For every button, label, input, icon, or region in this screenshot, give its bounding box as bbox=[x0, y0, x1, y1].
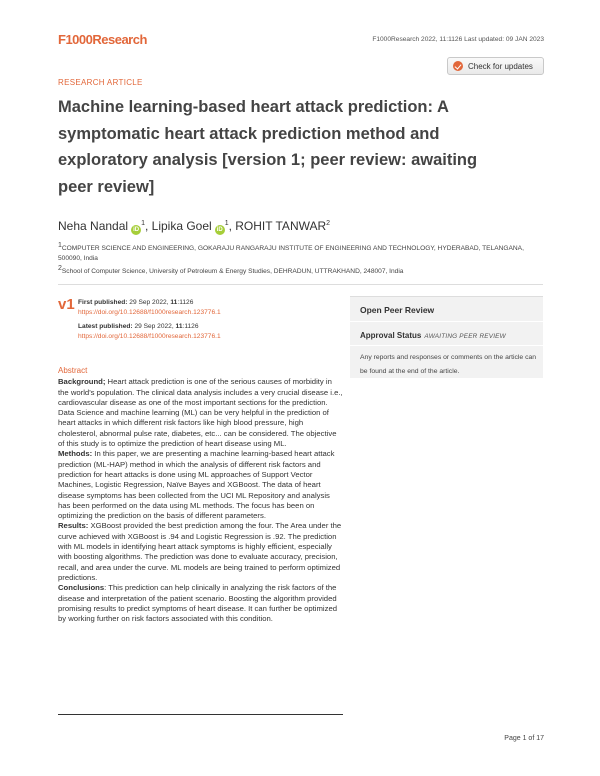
doi-link[interactable]: https://doi.org/10.12688/f1000research.123776.1 bbox=[78, 332, 221, 340]
first-published: First published: 29 Sep 2022, 11:1126 https://doi.org/10.12688/f1000research.123776.1 bbox=[78, 299, 221, 316]
article-type: RESEARCH ARTICLE bbox=[58, 78, 143, 87]
latest-published: Latest published: 29 Sep 2022, 11:1126 https://doi.org/10.12688/f1000research.123776.1 bbox=[78, 323, 221, 340]
journal-logo: F1000Research bbox=[58, 32, 147, 47]
divider bbox=[350, 345, 543, 346]
author-name[interactable]: Lipika Goel bbox=[151, 219, 212, 233]
header-citation: F1000Research 2022, 11:1126 Last updated: 09 JAN 2023 bbox=[372, 36, 544, 43]
author-affiliation-sup: 1 bbox=[141, 220, 145, 227]
doi-link[interactable]: https://doi.org/10.12688/f1000research.123776.1 bbox=[78, 308, 221, 316]
peer-review-note: Any reports and responses or comments on the article can be found at the end of the article. bbox=[360, 354, 537, 375]
abstract-body: Background; Heart attack prediction is one of the serious causes of morbidity in the world's population. The clinical data analysis includes a very crucial disease i.e., cardiovascular disease as one of the most important sections for the prediction. Data Science and machine learning (ML) can be very helpful in the prediction of heart attacks in which different risk factors like high blood pressure, high cholesterol, abnormal pulse rate, diabetes, etc... can be considered. The objective of this study is to optimize the prediction of heart disease using ML. Methods: In this paper, we are presenting a machine learning-based heart attack prediction (ML-HAP) method in which the analysis of different risk factors and prediction for heart attacks is done using ML approaches of Support Vector Machines, Logistic Regression, Naïve Bayes and XGBoost. The data of heart disease symptoms has been collected from the UCI ML Repository and analysis has been performed on the data using ML methods. The focus has been on optimizing the prediction on the basis of different parameters. Results: XGBoost provided the best prediction among the four. The Area under the curve achieved with XGBoost is .94 and Logistic Regression is .92. The prediction with ML models in identifying heart attack symptoms is highly efficient, especially with boosting algorithms. The prediction was done to evaluate accuracy, precision, recall, and area under the curve. ML models are being trained to perform optimized predictions. Conclusions: This prediction can help clinically in analyzing the risk factors of the disease and interpretation of the patient scenario. Boosting the algorithm provided promising results to predict symptoms of heart disease. It can further be optimized by working further on risk factors associated with this condition. bbox=[58, 377, 343, 624]
divider bbox=[58, 284, 543, 285]
author-name[interactable]: Neha Nandal bbox=[58, 219, 129, 233]
version-label: v1 bbox=[58, 296, 75, 313]
orcid-icon[interactable]: iD bbox=[216, 227, 223, 233]
check-for-updates-button[interactable] bbox=[447, 57, 544, 75]
affiliation: $^1$COMPUTER SCIENCE AND ENGINEERING, GOKARAJU RANGARAJU INSTITUTE OF ENGINEERING AND TECHNOLOGY, HYDERABAD, TELANGANA, 500090, India bbox=[58, 242, 524, 263]
open-peer-review-panel bbox=[350, 296, 543, 378]
author-affiliation-sup: 1 bbox=[224, 220, 229, 227]
author-name[interactable]: ROHIT TANWAR bbox=[235, 219, 327, 233]
article-title: Machine learning-based heart attack prediction: A symptomatic heart attack prediction method and exploratory analysis [version 1; peer review: awaiting peer review] bbox=[58, 98, 478, 196]
page-number: Page 1 of 17 bbox=[504, 735, 544, 742]
peer-review-title: Open Peer Review bbox=[360, 305, 435, 315]
approval-status: Approval Status AWAITING PEER REVIEW bbox=[360, 331, 506, 340]
author-affiliation-sup: 2 bbox=[326, 220, 331, 227]
abstract bbox=[58, 366, 343, 624]
check-for-updates-label: Check for updates bbox=[468, 61, 533, 71]
author-list: Neha Nandal $iD^1$, Lipika Goel $iD^1$, ROHIT TANWAR$^2$ bbox=[58, 219, 331, 233]
divider bbox=[350, 321, 543, 322]
affiliation: $^2$School of Computer Science, University of Petroleum & Energy Studies, DEHRADUN, UTTRAKHAND, 248007, India bbox=[58, 265, 404, 276]
check-icon bbox=[453, 61, 463, 71]
orcid-icon[interactable]: iD bbox=[133, 227, 140, 233]
divider bbox=[58, 714, 343, 715]
abstract-heading: Abstract bbox=[58, 366, 88, 375]
